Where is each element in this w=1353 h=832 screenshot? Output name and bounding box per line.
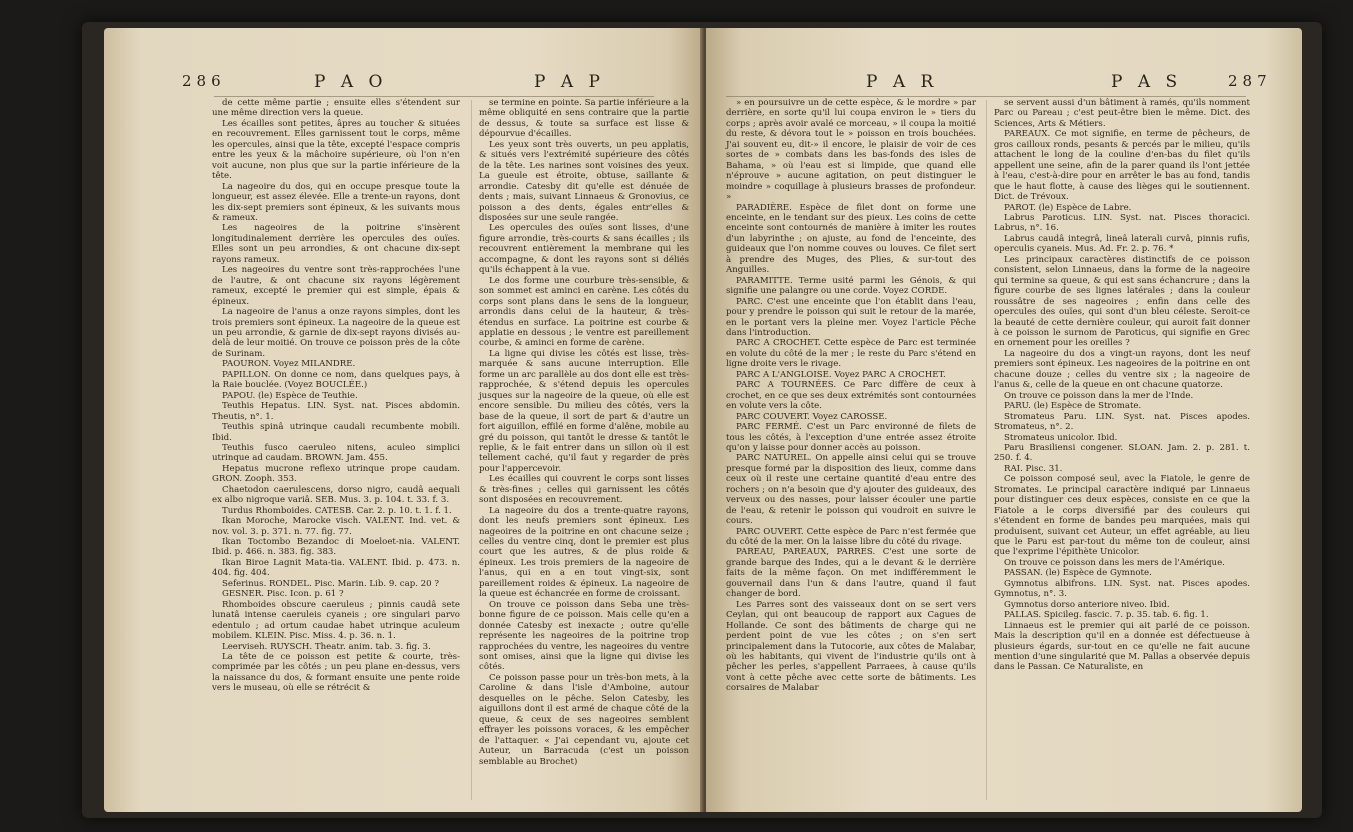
paragraph: Linnaeus est le premier qui ait parlé de ce poisson. Mais la description qu'il en a donnée est défectueuse à plusieurs égards, sur-tout en ce qu'elle ne fait aucune mention d'une singularité que M. Pallas a observée depuis dans le Passan. Ce Naturaliste, en	[994, 620, 1250, 673]
paragraph: PASSAN. (le) Espèce de Gymnote.	[1004, 568, 1152, 579]
paragraph: Ikan Biroe Lagnit Mata-tia. VALENT. Ibid. p. 473. n. 404. fig. 404.	[212, 557, 460, 579]
paragraph: Les yeux sont très ouverts, un peu applatis, & situés vers l'extrémité supérieure des côtés de la tête. Les narines sont voisines des yeux. La gueule est étroite, obtuse, saillante & arrondie. Catesby dit qu'elle est dénuée de dents ; mais, suivant Linnaeus & Gronovius, ce poisson a des dents, égales entr'elles & disposées sur une seule rangée.	[479, 139, 689, 223]
paragraph: On trouve ce poisson dans Seba une très-bonne figure de ce poisson. Mais celle qu'en a donnée Catesby est inexacte ; outre qu'elle représente les nageoires de la poitrine trop rapprochées du ventre, les nageoires du ventre sont omises, ainsi que la ligne qui divise les côtés.	[479, 599, 689, 673]
right-page-header	[706, 72, 1302, 92]
paragraph: PARC COUVERT. Voyez CAROSSE.	[736, 411, 888, 422]
right-page	[706, 28, 1302, 812]
paragraph: PAPOU. (le) Espèce de Teuthie.	[222, 390, 358, 401]
paragraph: Les Parres sont des vaisseaux dont on se sert vers Ceylan, qui ont beaucoup de rapport aux Cagues de Hollande. Ce sont des bâtiments de charge qui ne perdent point de vue les côtes ; on s'en sert principalement dans la Tutocorie, aux côtes de Malabar, où les habitants, qui vivent de l'industrie qu'ils ont à pêcher les perles, s'appellent Parraees, à cause qu'ils vont à cette pêche avec cette sorte de bâtiments. Les corsaires de Malabar	[726, 599, 976, 694]
right-running-head-1: P A R	[866, 72, 939, 92]
left-page-number: 286	[182, 72, 226, 90]
paragraph: Teuthis Hepatus. LIN. Syst. nat. Pisces abdomin. Theutis, n°. 1.	[212, 401, 460, 422]
left-page	[104, 28, 704, 812]
paragraph: Seferinus. RONDEL. Pisc. Marin. Lib. 9. cap. 20 ?	[222, 578, 439, 589]
paragraph: PARC A CROCHET. Cette espèce de Parc est terminée en volute du côté de la mer ; le reste du Parc s'étend en ligne droite vers le rivage.	[726, 338, 976, 370]
left-running-head-2: P A P	[534, 72, 605, 92]
left-running-head-1: P A O	[314, 72, 388, 92]
paragraph: Ce poisson passe pour un très-bon mets, à la Caroline & dans l'isle d'Amboine, autour desquelles on le pêche. Selon Catesby, les aiguillons dont il est armé de chaque côté de la queue, & ceux de ses nageoires semblent effrayer les poissons voraces, & les empêcher de l'attaquer. « J'ai cependant vu, ajoute cet Auteur, un Barracuda (c'est un poisson semblable au Brochet)	[479, 672, 689, 767]
paragraph: Le dos forme une courbure très-sensible, & son sommet est aminci en carène. Les côtés du corps sont plans dans le sens de la longueur, arrondis dans celui de la hauteur, & très-étendus en surface. La poitrine est courbe & applatie en dessous ; le ventre est pareillement courbe, & aminci en forme de carène.	[479, 275, 689, 349]
right-header-rule	[726, 96, 1246, 97]
paragraph: PAPILLON. On donne ce nom, dans quelques pays, à la Raie bouclée. (Voyez BOUCLÉE.)	[212, 369, 460, 391]
paragraph: Rhomboides obscure caeruleus ; pinnis caudâ sete lunatâ intense caeruleis cyaneis ; ore singulari parvo edentulo ; ad ortum caudae habet utrinque aculeum mobilem. KLEIN. Pisc. Miss. 4. p. 36. n. 1.	[212, 599, 460, 642]
left-page-column-1	[212, 98, 460, 694]
paragraph: Teuthis fusco caeruleo nitens, aculeo simplici utrinque ad caudam. BROWN. Jam. 455.	[212, 442, 460, 464]
paragraph: de cette même partie ; ensuite elles s'étendent sur une même direction vers la queue.	[212, 98, 460, 119]
paragraph: PAOURON. Voyez MILANDRE.	[222, 359, 356, 370]
paragraph: PARC NATUREL. On appelle ainsi celui qui se trouve presque formé par la disposition des lieux, comme dans ceux où il reste une certaine quantité d'eau entre des rochers ; on n'a besoin que d'y ajouter des guideaux, des verveux ou des nasses, pour laisser écouler une partie de l'eau, & retenir le poisson qui voudroit en suivre le cours.	[726, 453, 976, 527]
paragraph: PARC. C'est une enceinte que l'on établit dans l'eau, pour y prendre le poisson qui suit le retour de la marée, en le portant vers la pleine mer. Voyez l'article Pêche dans l'introduction.	[726, 296, 976, 338]
paragraph: Ikan Moroche, Marocke visch. VALENT. Ind. vet. & nov. vol. 3. p. 371. n. 77. fig. 77.	[212, 516, 460, 537]
paragraph: PARU. (le) Espèce de Stromate.	[1004, 401, 1142, 412]
paragraph: Les principaux caractères distinctifs de ce poisson consistent, selon Linnaeus, dans la forme de la nageoire qui termine sa queue, & qui est sans échancrure ; dans la figure courbe de ses lignes latérales ; dans la couleur roussâtre de ses nageoires ; enfin dans celle des opercules des ouïes, qui sont d'un bleu céleste. Seroit-ce la beauté de cette dernière couleur, qui auroit fait donner à ce poisson le surnom de Paroticus, qui signifie en Grec en ornement pour les oreilles ?	[994, 254, 1250, 349]
paragraph: Labrus caudâ integrâ, lineâ laterali curvâ, pinnis rufis, operculis cyaneis. Mus. Ad. Fr. 2. p. 76. *	[994, 233, 1250, 255]
paragraph: La nageoire de l'anus a onze rayons simples, dont les trois premiers sont épineux. La nageoire de la queue est un peu arrondie, & garnie de dix-sept rayons divisés au-delà de leur moitié. On trouve ce poisson près de la côte de Surinam.	[212, 307, 460, 359]
paragraph: » en poursuivre un de cette espèce, & le mordre » par derrière, en sorte qu'il lui coupa environ le » tiers du corps ; après avoir avalé ce morceau, » il coupa la moitié du reste, & dévora tout le » poisson en trois bouchées. J'ai souvent eu, dit-» il encore, le plaisir de voir de ces sortes de » combats dans les bas-fonds des isles de Bahama, » où l'eau est si limpide, que quand elle n'éprouve » aucune agitation, on peut distinguer le moindre » coquillage à plusieurs brasses de profondeur. »	[726, 98, 976, 203]
paragraph: On trouve ce poisson dans la mer de l'Inde.	[1004, 390, 1194, 401]
paragraph: Teuthis spinâ utrinque caudali recumbente mobili. Ibid.	[212, 422, 460, 443]
paragraph: Hepatus mucrone reflexo utrinque prope caudam. GRON. Zooph. 353.	[212, 463, 460, 485]
open-book	[82, 22, 1322, 818]
left-column-divider	[471, 100, 472, 800]
paragraph: PAROT. (le) Espèce de Labre.	[1004, 202, 1132, 213]
right-page-column-2	[994, 98, 1250, 673]
paragraph: Turdus Rhomboides. CATESB. Car. 2. p. 10. t. 1. f. 1.	[222, 505, 452, 516]
paragraph: On trouve ce poisson dans les mers de l'Amérique.	[1004, 557, 1225, 568]
paragraph: PARC OUVERT. Cette espèce de Parc n'est fermée que du côté de la mer. On la laisse libre du côté du rivage.	[726, 526, 976, 548]
paragraph: Paru Brasiliensi congener. SLOAN. Jam. 2. p. 281. t. 250. f. 4.	[994, 442, 1250, 464]
paragraph: Gymnotus albifrons. LIN. Syst. nat. Pisces apodes. Gymnotus, n°. 3.	[994, 578, 1250, 600]
paragraph: PAREAU, PAREAUX, PARRES. C'est une sorte de grande barque des Indes, qui a le devant & le derrière faits de la même façon. On met indifféremment le gouvernail dans l'un & dans l'autre, quand il faut changer de bord.	[726, 547, 976, 600]
paragraph: GESNER. Pisc. Icon. p. 61 ?	[222, 589, 344, 600]
paragraph: La ligne qui divise les côtés est lisse, très-marquée & sans aucune interruption. Elle forme un arc parallèle au dos dont elle est très-rapprochée, & s'étend depuis les opercules jusques sur la nageoire de la queue, où elle est encore sensible. Du milieu des côtés, vers la base de la queue, il sort de part & d'autre un fort aiguillon, effilé en forme d'alêne, mobile au gré du poisson, qui tantôt le dresse & tantôt le replie, & le fait entrer dans un sillon où il est tellement caché, qu'il faut y regarder de près pour l'appercevoir.	[479, 348, 689, 474]
paragraph: RAI. Pisc. 31.	[1004, 463, 1063, 474]
paragraph: Les nageoires du ventre sont très-rapprochées l'une de l'autre, & ont chacune six rayons légèrement rameux, excepté le premier qui est simple, épais & épineux.	[212, 265, 460, 307]
right-column-divider	[986, 100, 987, 800]
paragraph: PARC A TOURNÉES. Ce Parc diffère de ceux à crochet, en ce que ses deux extrémités sont contournées en volute vers la côte.	[726, 380, 976, 412]
paragraph: La nageoire du dos, qui en occupe presque toute la longueur, est assez élevée. Elle a trente-un rayons, dont les dix-sept premiers sont épineux, & les suivants mous & rameux.	[212, 181, 460, 223]
paragraph: Stromateus unicolor. Ibid.	[1004, 432, 1118, 443]
paragraph: Les écailles sont petites, âpres au toucher & situées en recouvrement. Elles garnissent tout le corps, même les opercules, ainsi que la tête, excepté l'espace compris entre les yeux & la mâchoire supérieure, où l'on n'en voit aucune, non plus que sur la partie inférieure de la tête.	[212, 118, 460, 182]
paragraph: PARAMITTE. Terme usité parmi les Génois, & qui signifie une palangre ou une corde. Voyez CORDE.	[726, 275, 976, 297]
paragraph: PAREAUX. Ce mot signifie, en terme de pêcheurs, de gros cailloux ronds, pesants & percés par le milieu, qu'ils attachent le long de la couline d'en-bas du filet qu'ils appellent une seine, afin de la parer quand ils l'ont jettée à l'eau, c'est-à-dire pour en arrêter le bas au fond, tandis que le haut flotte, à cause des lièges qui le soutiennent. Dict. de Trévoux.	[994, 129, 1250, 203]
paragraph: Les écailles qui couvrent le corps sont lisses & très-fines ; celles qui garnissent les côtés sont disposées en recouvrement.	[479, 474, 689, 506]
paragraph: Les nageoires de la poitrine s'insèrent longitudinalement derrière les opercules des ouïes. Elles sont un peu arrondies, & ont chacune dix-sept rayons rameux.	[212, 223, 460, 265]
paragraph: se servent aussi d'un bâtiment à ramés, qu'ils nomment Parc ou Pareau ; c'est peut-être bien le même. Dict. des Sciences, Arts & Métiers.	[994, 98, 1250, 129]
paragraph: Ce poisson composé seul, avec la Fiatole, le genre de Stromates. Le principal caractère indiqué par Linnaeus pour distinguer ces deux espèces, consiste en ce que la Fiatole a le corps diversifié par des couleurs qui s'étendent en forme de bandes peu marquées, mais qui produisent, suivant cet Auteur, un effet agréable, au lieu que le Paru est par-tout du même ton de couleur, ainsi que l'exprime l'épithète Unicolor.	[994, 474, 1250, 558]
left-page-column-2	[479, 98, 689, 767]
paragraph: PARC FERMÉ. C'est un Parc environné de filets de tous les côtés, à l'exception d'une entrée assez étroite qu'on y laisse pour donner accès au poisson.	[726, 422, 976, 453]
paragraph: PARC A L'ANGLOISE. Voyez PARC A CROCHET.	[736, 369, 946, 380]
paragraph: PARADIÈRE. Espèce de filet dont on forme une enceinte, en le tendant sur des pieux. Les coins de cette enceinte sont contournés de manière à imiter les routes d'un labyrinthe ; on ajuste, au fond de l'enceinte, des guideaux que l'on nomme couves ou louves. Ce filet sert à prendre des Muges, des Plies, & sur-tout des Anguilles.	[726, 202, 976, 276]
paragraph: Leerviseh. RUYSCH. Theatr. anim. tab. 3. fig. 3.	[222, 641, 431, 652]
right-running-head-2: P A S	[1111, 72, 1183, 92]
paragraph: Chaetodon caerulescens, dorso nigro, caudâ aequali ex albo nigroque variâ. SEB. Mus. 3. p. 104. t. 33. f. 3.	[212, 484, 460, 506]
paragraph: se termine en pointe. Sa partie inférieure a la même obliquité en sens contraire que la partie de dessus, & toute sa surface est lisse & dépourvue d'écailles.	[479, 98, 689, 140]
paragraph: PALLAS. Spicileg. fascic. 7. p. 35. tab. 6. fig. 1.	[1004, 610, 1209, 621]
paragraph: Stromateus Paru. LIN. Syst. nat. Pisces apodes. Stromateus, n°. 2.	[994, 411, 1250, 433]
right-page-number: 287	[1228, 72, 1272, 90]
paragraph: La nageoire du dos a trente-quatre rayons, dont les neufs premiers sont épineux. Les nageoires de la poitrine en ont chacune seize ; celles du ventre cinq, dont le premier est plus court que les autres, & de plus roide & épineux. Les trois premiers de la nageoire de l'anus, qui en a en tout vingt-six, sont pareillement roides & épineux. La nageoire de la queue est échancrée en forme de croissant.	[479, 505, 689, 600]
left-page-header	[104, 72, 704, 92]
left-header-rule	[214, 96, 654, 97]
right-page-column-1	[726, 98, 976, 694]
paragraph: La tête de ce poisson est petite & courte, très-comprimée par les côtés ; un peu plane en-dessus, vers la naissance du dos, & formant ensuite une pente roide vers le museau, où elle se rétrécit &	[212, 652, 460, 694]
paragraph: Ikan Toctombo Bezandoc di Moeloet-nia. VALENT. Ibid. p. 466. n. 383. fig. 383.	[212, 537, 460, 558]
paragraph: Labrus Paroticus. LIN. Syst. nat. Pisces thoracici. Labrus, n°. 16.	[994, 212, 1250, 234]
paragraph: Gymnotus dorso anteriore niveo. Ibid.	[1004, 599, 1170, 610]
paragraph: Les opercules des ouïes sont lisses, d'une figure arrondie, très-courts & sans écailles ; ils recouvrent entièrement la membrane qui les accompagne, & dont les rayons sont si déliés qu'ils échappent à la vue.	[479, 223, 689, 276]
paragraph: La nageoire du dos a vingt-un rayons, dont les neuf premiers sont épineux. Les nageoires de la poitrine en ont chacune douze ; celles du ventre six ; la nageoire de l'anus &, celle de la queue en ont chacune quatorze.	[994, 348, 1250, 391]
